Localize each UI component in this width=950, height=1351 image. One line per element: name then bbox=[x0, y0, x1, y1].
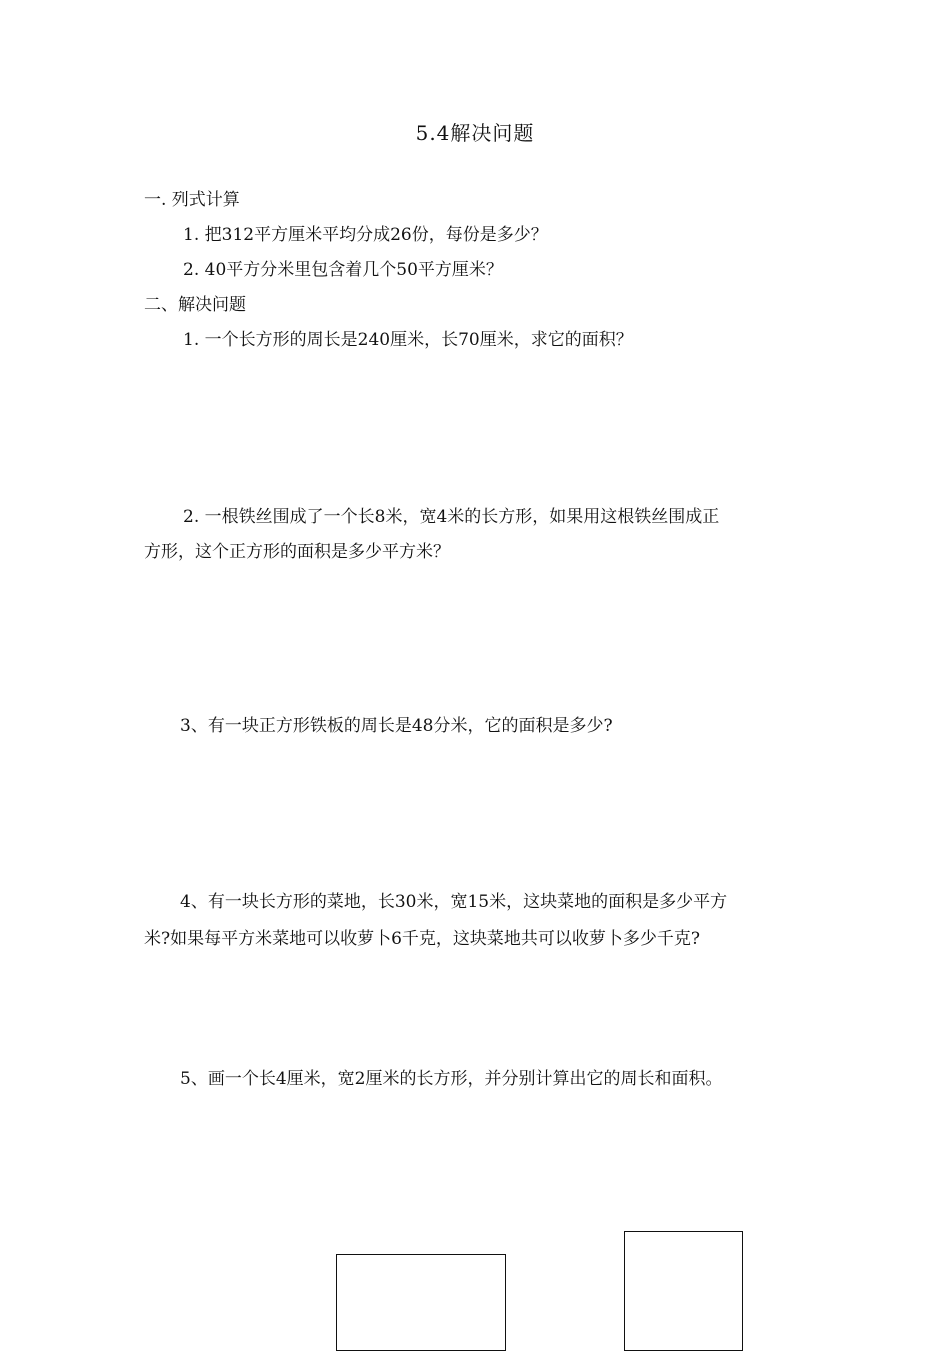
page-title: 5.4解决问题 bbox=[415, 121, 535, 145]
square-drawing-box bbox=[624, 1231, 743, 1351]
section-2-question-2-line-2: 方形，这个正方形的面积是多少平方米？ bbox=[144, 542, 450, 562]
section-2-question-5: 5、画一个长4厘米，宽2厘米的长方形，并分别计算出它的周长和面积。 bbox=[180, 1069, 723, 1089]
section-2-question-4-line-2: 米?如果每平方米菜地可以收萝卜6千克，这块菜地共可以收萝卜多少千克? bbox=[144, 929, 701, 949]
section-2-question-3: 3、有一块正方形铁板的周长是48分米，它的面积是多少? bbox=[180, 716, 613, 736]
section-2-heading: 二、解决问题 bbox=[144, 295, 246, 315]
rectangle-drawing-box bbox=[336, 1254, 506, 1351]
section-1-heading: 一. 列式计算 bbox=[144, 190, 240, 210]
section-2-question-2-line-1: 2. 一根铁丝围成了一个长8米，宽4米的长方形，如果用这根铁丝围成正 bbox=[183, 507, 720, 527]
section-1-question-2: 2. 40平方分米里包含着几个50平方厘米？ bbox=[183, 260, 503, 280]
section-2-question-1: 1. 一个长方形的周长是240厘米，长70厘米，求它的面积？ bbox=[183, 330, 633, 350]
section-2-question-4-line-1: 4、有一块长方形的菜地，长30米，宽15米，这块菜地的面积是多少平方 bbox=[180, 892, 728, 912]
section-1-question-1: 1. 把312平方厘米平均分成26份，每份是多少？ bbox=[183, 225, 548, 245]
